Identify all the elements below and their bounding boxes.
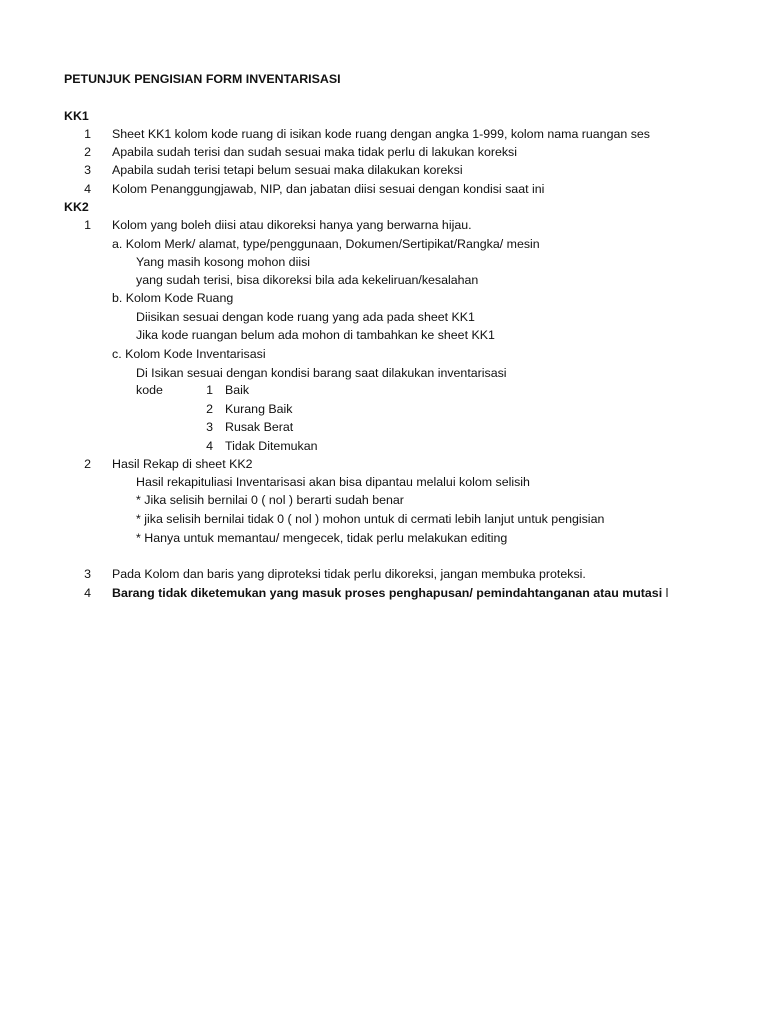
kode-label: kode <box>136 383 163 397</box>
sub-item-line: * jika selisih bernilai tidak 0 ( nol ) mohon untuk di cermati lebih lanjut untuk pengisian <box>136 512 605 526</box>
code-number: 2 <box>206 402 213 416</box>
sub-item-line: * Hanya untuk memantau/ mengecek, tidak perlu melakukan editing <box>136 531 508 545</box>
code-text: Baik <box>225 383 250 397</box>
sub-item-line: Hasil rekapituliasi Inventarisasi akan bisa dipantau melalui kolom selisih <box>136 475 530 489</box>
sub-item-label: c. Kolom Kode Inventarisasi <box>112 347 266 361</box>
kk1-item-text: Apabila sudah terisi dan sudah sesuai maka tidak perlu di lakukan koreksi <box>112 145 517 159</box>
page-title: PETUNJUK PENGISIAN FORM INVENTARISASI <box>64 72 341 86</box>
section-heading-kk1: KK1 <box>64 109 89 123</box>
kk1-item-number: 3 <box>84 163 91 177</box>
kk2-item-number: 2 <box>84 457 91 471</box>
code-text: Tidak Ditemukan <box>225 439 318 453</box>
code-number: 4 <box>206 439 213 453</box>
sub-item-line: Diisikan sesuai dengan kode ruang yang ada pada sheet KK1 <box>136 310 475 324</box>
code-text: Kurang Baik <box>225 402 293 416</box>
kk2-item-text: Pada Kolom dan baris yang diproteksi tidak perlu dikoreksi, jangan membuka proteksi. <box>112 567 586 581</box>
sub-item-line: Yang masih kosong mohon diisi <box>136 255 311 269</box>
bold-instruction: Barang tidak diketemukan yang masuk proses penghapusan/ pemindahtanganan atau mutasi <box>112 586 663 600</box>
code-number: 1 <box>206 383 213 397</box>
sub-item-line: yang sudah terisi, bisa dikoreksi bila ada kekeliruan/kesalahan <box>136 273 479 287</box>
sub-item-label: b. Kolom Kode Ruang <box>112 291 234 305</box>
kk2-item-number: 1 <box>84 218 91 232</box>
kk1-item-text: Apabila sudah terisi tetapi belum sesuai maka dilakukan koreksi <box>112 163 463 177</box>
kk2-item-number: 3 <box>84 567 91 581</box>
kk2-item-text-bold <box>112 585 668 601</box>
sub-item-line: Di Isikan sesuai dengan kondisi barang saat dilakukan inventarisasi <box>136 366 507 380</box>
kk1-item-number: 4 <box>84 182 91 196</box>
kk2-item-number: 4 <box>84 586 91 600</box>
code-text: Rusak Berat <box>225 420 294 434</box>
sub-item-label: a. Kolom Merk/ alamat, type/penggunaan, Dokumen/Sertipikat/Rangka/ mesin <box>112 237 540 251</box>
kk2-item-text: Hasil Rekap di sheet KK2 <box>112 457 253 471</box>
sub-item-line: Jika kode ruangan belum ada mohon di tambahkan ke sheet KK1 <box>136 328 495 342</box>
kk1-item-number: 1 <box>84 127 91 141</box>
truncated-tail: l <box>665 586 669 600</box>
code-number: 3 <box>206 420 213 434</box>
kk1-item-number: 2 <box>84 145 91 159</box>
sub-item-line: * Jika selisih bernilai 0 ( nol ) berarti sudah benar <box>136 493 404 507</box>
kk1-item-text: Sheet KK1 kolom kode ruang di isikan kode ruang dengan angka 1-999, kolom nama ruangan ses <box>112 127 650 141</box>
kk1-item-text: Kolom Penanggungjawab, NIP, dan jabatan diisi sesuai dengan kondisi saat ini <box>112 182 545 196</box>
section-heading-kk2: KK2 <box>64 200 89 214</box>
kk2-item-text: Kolom yang boleh diisi atau dikoreksi hanya yang berwarna hijau. <box>112 218 472 232</box>
